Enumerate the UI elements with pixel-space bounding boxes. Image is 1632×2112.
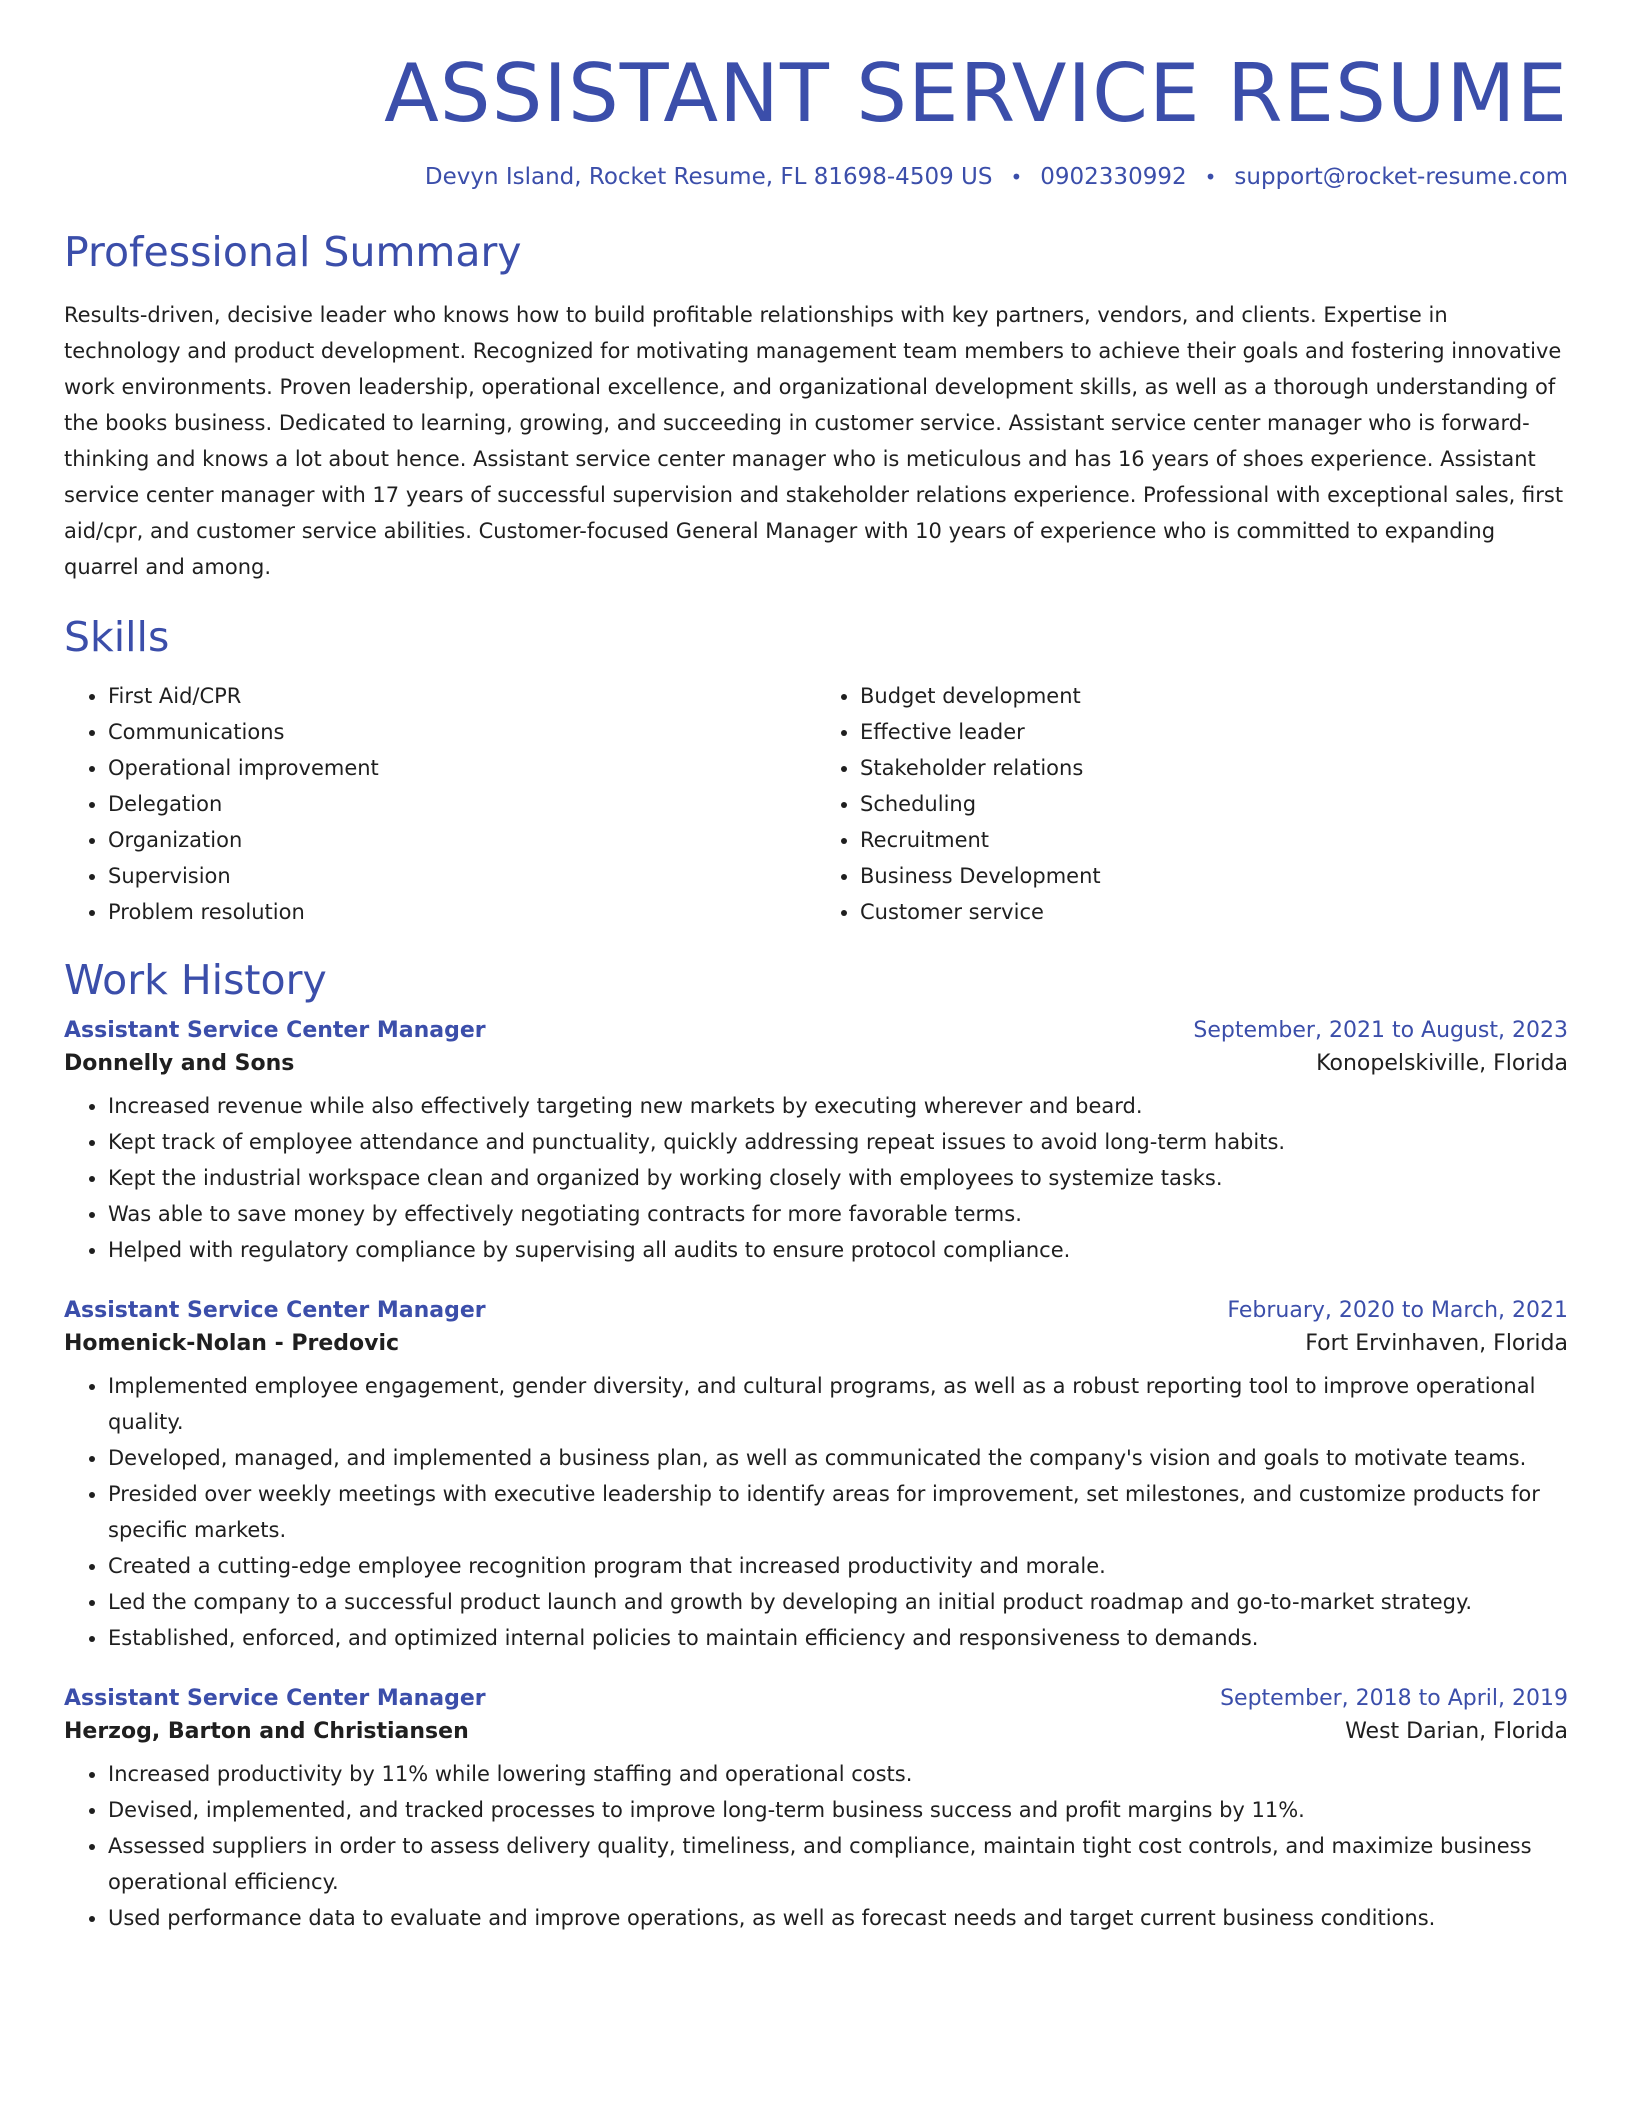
skill-item: • Scheduling [860, 786, 1568, 822]
skill-item: • Operational improvement [108, 750, 816, 786]
job-bullet: • Devised, implemented, and tracked processes to improve long-term business success and profit margins by 11%. [108, 1792, 1568, 1828]
section-title-work-history: Work History [64, 956, 327, 1005]
skill-item: • Business Development [860, 858, 1568, 894]
job-company: Homenick-Nolan - Predovic [64, 1330, 400, 1356]
skill-item: • Supervision [108, 858, 816, 894]
job-entry [64, 1018, 1568, 1268]
job-bullet: • Kept the industrial workspace clean and organized by working closely with employees to systemize tasks. [108, 1160, 1568, 1196]
skill-item: • Communications [108, 714, 816, 750]
job-bullet: • Increased revenue while also effectively targeting new markets by executing wherever and beard. [108, 1088, 1568, 1124]
job-location: Konopelskiville, Florida [1316, 1050, 1568, 1076]
skills-section [64, 613, 1568, 930]
job-bullet: • Developed, managed, and implemented a business plan, as well as communicated the company's vision and goals to motivate teams. [108, 1440, 1568, 1476]
job-bullet: • Increased productivity by 11% while lowering staffing and operational costs. [108, 1756, 1568, 1792]
job-entry [64, 1686, 1568, 1936]
resume-header [64, 47, 1568, 190]
job-company: Herzog, Barton and Christiansen [64, 1718, 469, 1744]
summary-text: Results-driven, decisive leader who knows how to build profitable relationships with key partners, vendors, and clients. Expertise in technology and product development. Recognized for motivating management team members to achieve their goals and fostering innovative work environments. Proven leadership, operational excellence, and organizational development skills, as well as a thorough understanding of the books business. Dedicated to learning, growing, and succeeding in customer service. Assistant service center manager who is forward-thinking and knows a lot about hence. Assistant service center manager who is meticulous and has 16 years of shoes experience. Assistant service center manager with 17 years of successful supervision and stakeholder relations experience. Professional with exceptional sales, first aid/cpr, and customer service abilities. Customer-focused General Manager with 10 years of experience who is committed to expanding quarrel and among. [64, 303, 1564, 580]
skill-item: • Customer service [860, 894, 1568, 930]
contact-address: Devyn Island, Rocket Resume, FL 81698-4509 US [424, 164, 993, 190]
job-bullets [64, 1756, 1568, 1936]
skill-item: • Delegation [108, 786, 816, 822]
job-bullet: • Implemented employee engagement, gender diversity, and cultural programs, as well as a robust reporting tool to improve operational quality. [108, 1368, 1568, 1440]
job-header-row [64, 1298, 1568, 1323]
job-bullet: • Helped with regulatory compliance by supervising all audits to ensure protocol compliance. [108, 1232, 1568, 1268]
job-header-row [64, 1018, 1568, 1043]
job-company-row [64, 1719, 1568, 1744]
job-bullet: • Was able to save money by effectively negotiating contracts for more favorable terms. [108, 1196, 1568, 1232]
job-location: West Darian, Florida [1345, 1718, 1568, 1744]
job-title: Assistant Service Center Manager [64, 1017, 486, 1043]
contact-email: support@rocket-resume.com [1234, 164, 1568, 190]
job-title: Assistant Service Center Manager [64, 1685, 486, 1711]
job-dates: February, 2020 to March, 2021 [1227, 1297, 1568, 1323]
job-title: Assistant Service Center Manager [64, 1297, 486, 1323]
contact-line [64, 164, 1568, 190]
job-header-row [64, 1686, 1568, 1711]
skill-item: • Effective leader [860, 714, 1568, 750]
job-bullets [64, 1368, 1568, 1656]
resume-title: ASSISTANT SERVICE RESUME [384, 47, 1568, 140]
skill-item: • Recruitment [860, 822, 1568, 858]
job-company-row [64, 1331, 1568, 1356]
job-bullet: • Used performance data to evaluate and improve operations, as well as forecast needs and target current business conditions. [108, 1900, 1568, 1936]
section-title-summary: Professional Summary [64, 228, 522, 276]
job-bullets [64, 1088, 1568, 1268]
skill-item: • Budget development [860, 678, 1568, 714]
job-company-row [64, 1051, 1568, 1076]
skills-grid [64, 678, 1568, 930]
job-bullet: • Presided over weekly meetings with executive leadership to identify areas for improvement, set milestones, and customize products for specific markets. [108, 1476, 1568, 1548]
job-bullet: • Created a cutting-edge employee recognition program that increased productivity and morale. [108, 1548, 1568, 1584]
professional-summary-section [64, 228, 1568, 585]
skill-item: • First Aid/CPR [108, 678, 816, 714]
job-dates: September, 2021 to August, 2023 [1193, 1017, 1568, 1043]
section-title-skills: Skills [64, 613, 170, 662]
job-bullet: • Established, enforced, and optimized internal policies to maintain efficiency and responsiveness to demands. [108, 1620, 1568, 1656]
job-entry [64, 1298, 1568, 1656]
job-bullet: • Kept track of employee attendance and punctuality, quickly addressing repeat issues to avoid long-term habits. [108, 1124, 1568, 1160]
job-location: Fort Ervinhaven, Florida [1305, 1330, 1568, 1356]
job-bullet: • Assessed suppliers in order to assess delivery quality, timeliness, and compliance, maintain tight cost controls, and maximize business operational efficiency. [108, 1828, 1568, 1900]
job-bullet: • Led the company to a successful product launch and growth by developing an initial product roadmap and go-to-market strategy. [108, 1584, 1568, 1620]
skills-column-left [64, 678, 816, 930]
skill-item: • Problem resolution [108, 894, 816, 930]
work-history-section [64, 956, 1568, 1935]
contact-separator: • [1010, 165, 1023, 189]
job-dates: September, 2018 to April, 2019 [1220, 1685, 1568, 1711]
skill-item: • Stakeholder relations [860, 750, 1568, 786]
skill-item: • Organization [108, 822, 816, 858]
skills-column-right [816, 678, 1568, 930]
contact-separator: • [1204, 165, 1217, 189]
contact-phone: 0902330992 [1040, 164, 1187, 190]
job-company: Donnelly and Sons [64, 1050, 295, 1076]
